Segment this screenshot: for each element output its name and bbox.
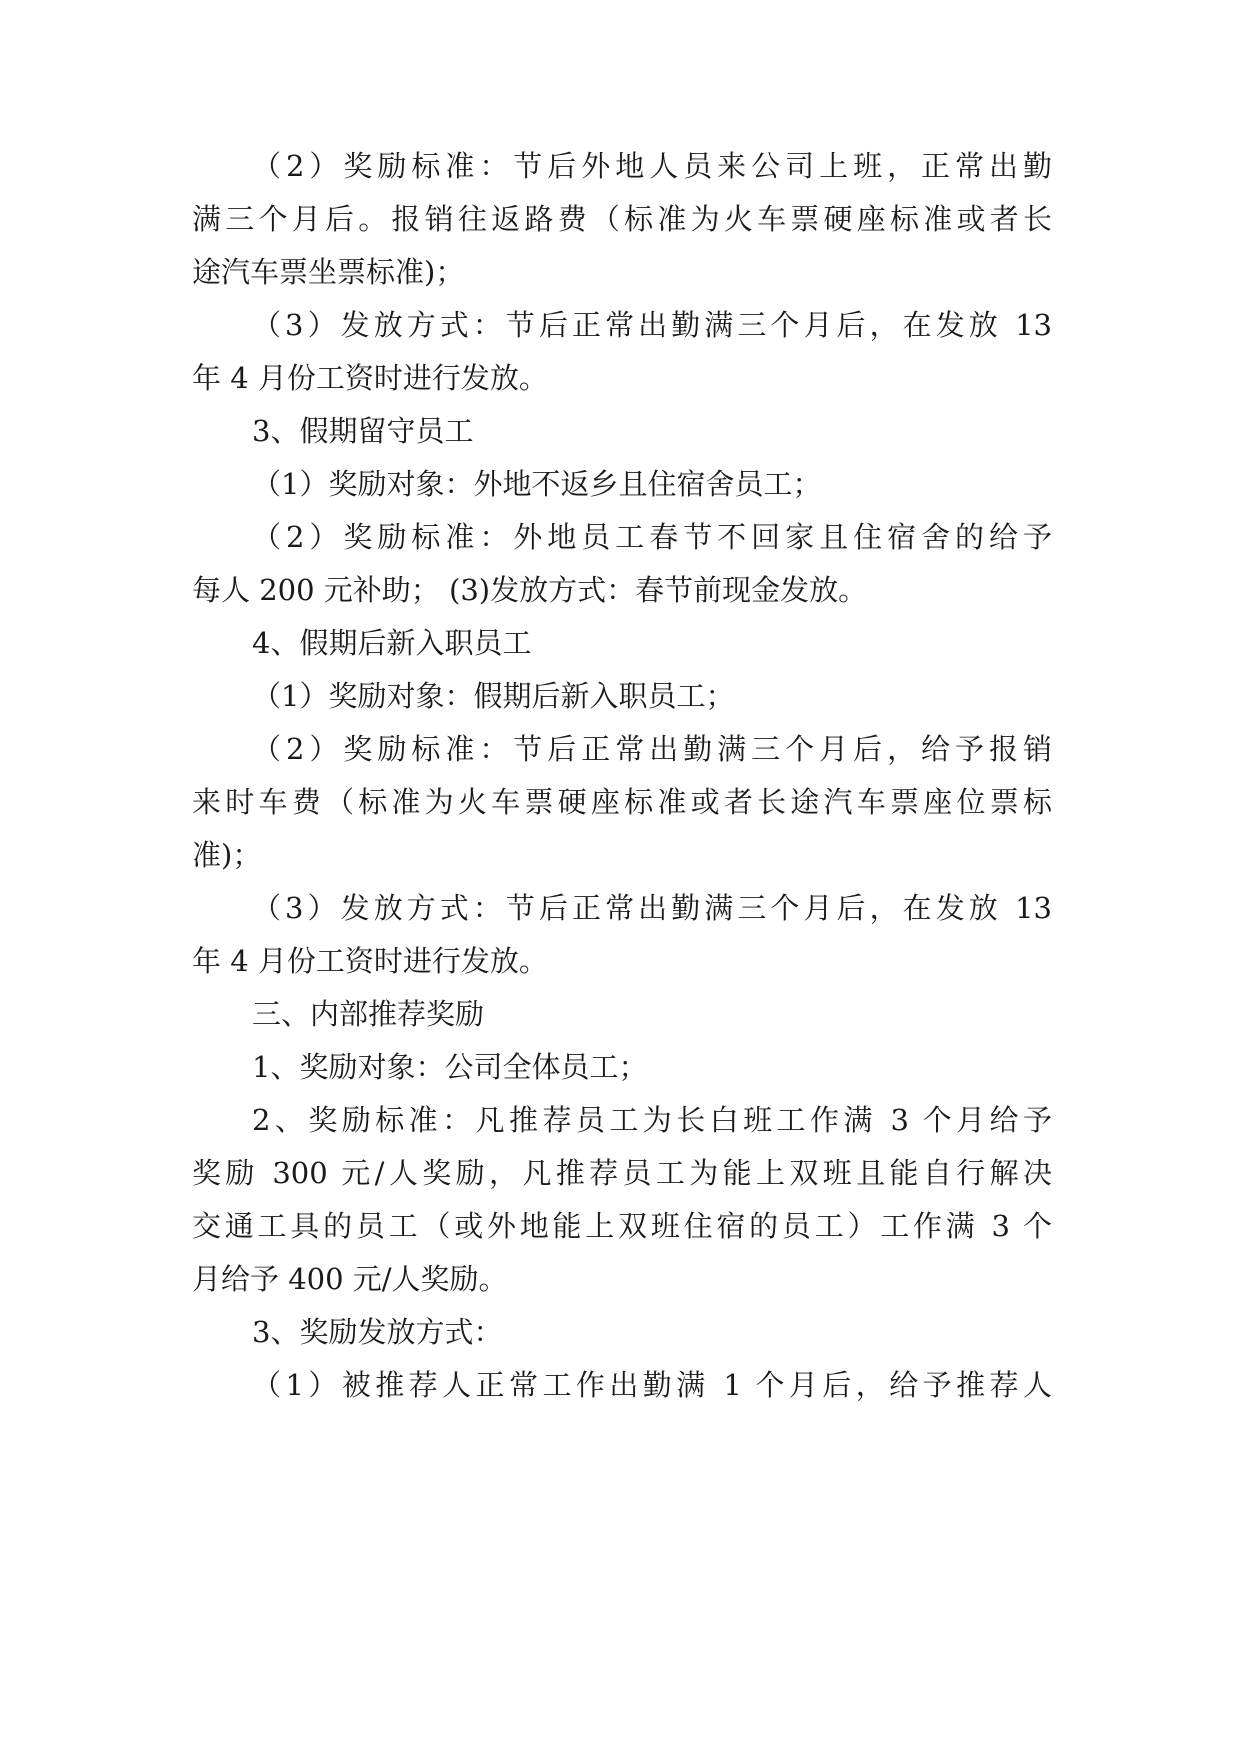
paragraph-line: 年 4 月份工资时进行发放。	[192, 944, 548, 978]
paragraph-line: （2）奖励标准：节后外地人员来公司上班，正常出勤	[252, 149, 1052, 183]
section-heading: 3、奖励发放方式：	[252, 1315, 503, 1349]
paragraph-line: （1）奖励对象：假期后新入职员工；	[252, 679, 735, 713]
paragraph-line: 途汽车票坐票标准)；	[192, 255, 465, 289]
paragraph-line: 准)；	[192, 838, 262, 872]
paragraph-line: 年 4 月份工资时进行发放。	[192, 361, 548, 395]
section-heading: 三、内部推荐奖励	[252, 997, 485, 1031]
paragraph-line: （3）发放方式：节后正常出勤满三个月后，在发放 13	[252, 891, 1052, 925]
paragraph-line: 满三个月后。报销往返路费（标准为火车票硬座标准或者长	[192, 202, 1052, 236]
paragraph-line: （2）奖励标准：节后正常出勤满三个月后，给予报销	[252, 732, 1052, 766]
section-heading: 3、假期留守员工	[252, 414, 474, 448]
paragraph-line: 2、奖励标准：凡推荐员工为长白班工作满 3 个月给予	[252, 1103, 1052, 1137]
paragraph-line: 交通工具的员工（或外地能上双班住宿的员工）工作满 3 个	[192, 1209, 1052, 1243]
paragraph-line: 月给予 400 元/人奖励。	[192, 1262, 508, 1296]
paragraph-line: 1、奖励对象：公司全体员工；	[252, 1050, 648, 1084]
section-heading: 4、假期后新入职员工	[252, 626, 532, 660]
paragraph-line: （1）奖励对象：外地不返乡且住宿舍员工；	[252, 467, 822, 501]
paragraph-line: （2）奖励标准：外地员工春节不回家且住宿舍的给予	[252, 520, 1052, 554]
paragraph-line: 奖励 300 元/人奖励，凡推荐员工为能上双班且能自行解决	[192, 1156, 1052, 1190]
paragraph-line: 来时车费（标准为火车票硬座标准或者长途汽车票座位票标	[192, 785, 1052, 819]
paragraph-line: （3）发放方式：节后正常出勤满三个月后，在发放 13	[252, 308, 1052, 342]
paragraph-line: 每人 200 元补助； (3)发放方式：春节前现金发放。	[192, 573, 868, 607]
paragraph-line: （1）被推荐人正常工作出勤满 1 个月后，给予推荐人	[252, 1368, 1052, 1402]
